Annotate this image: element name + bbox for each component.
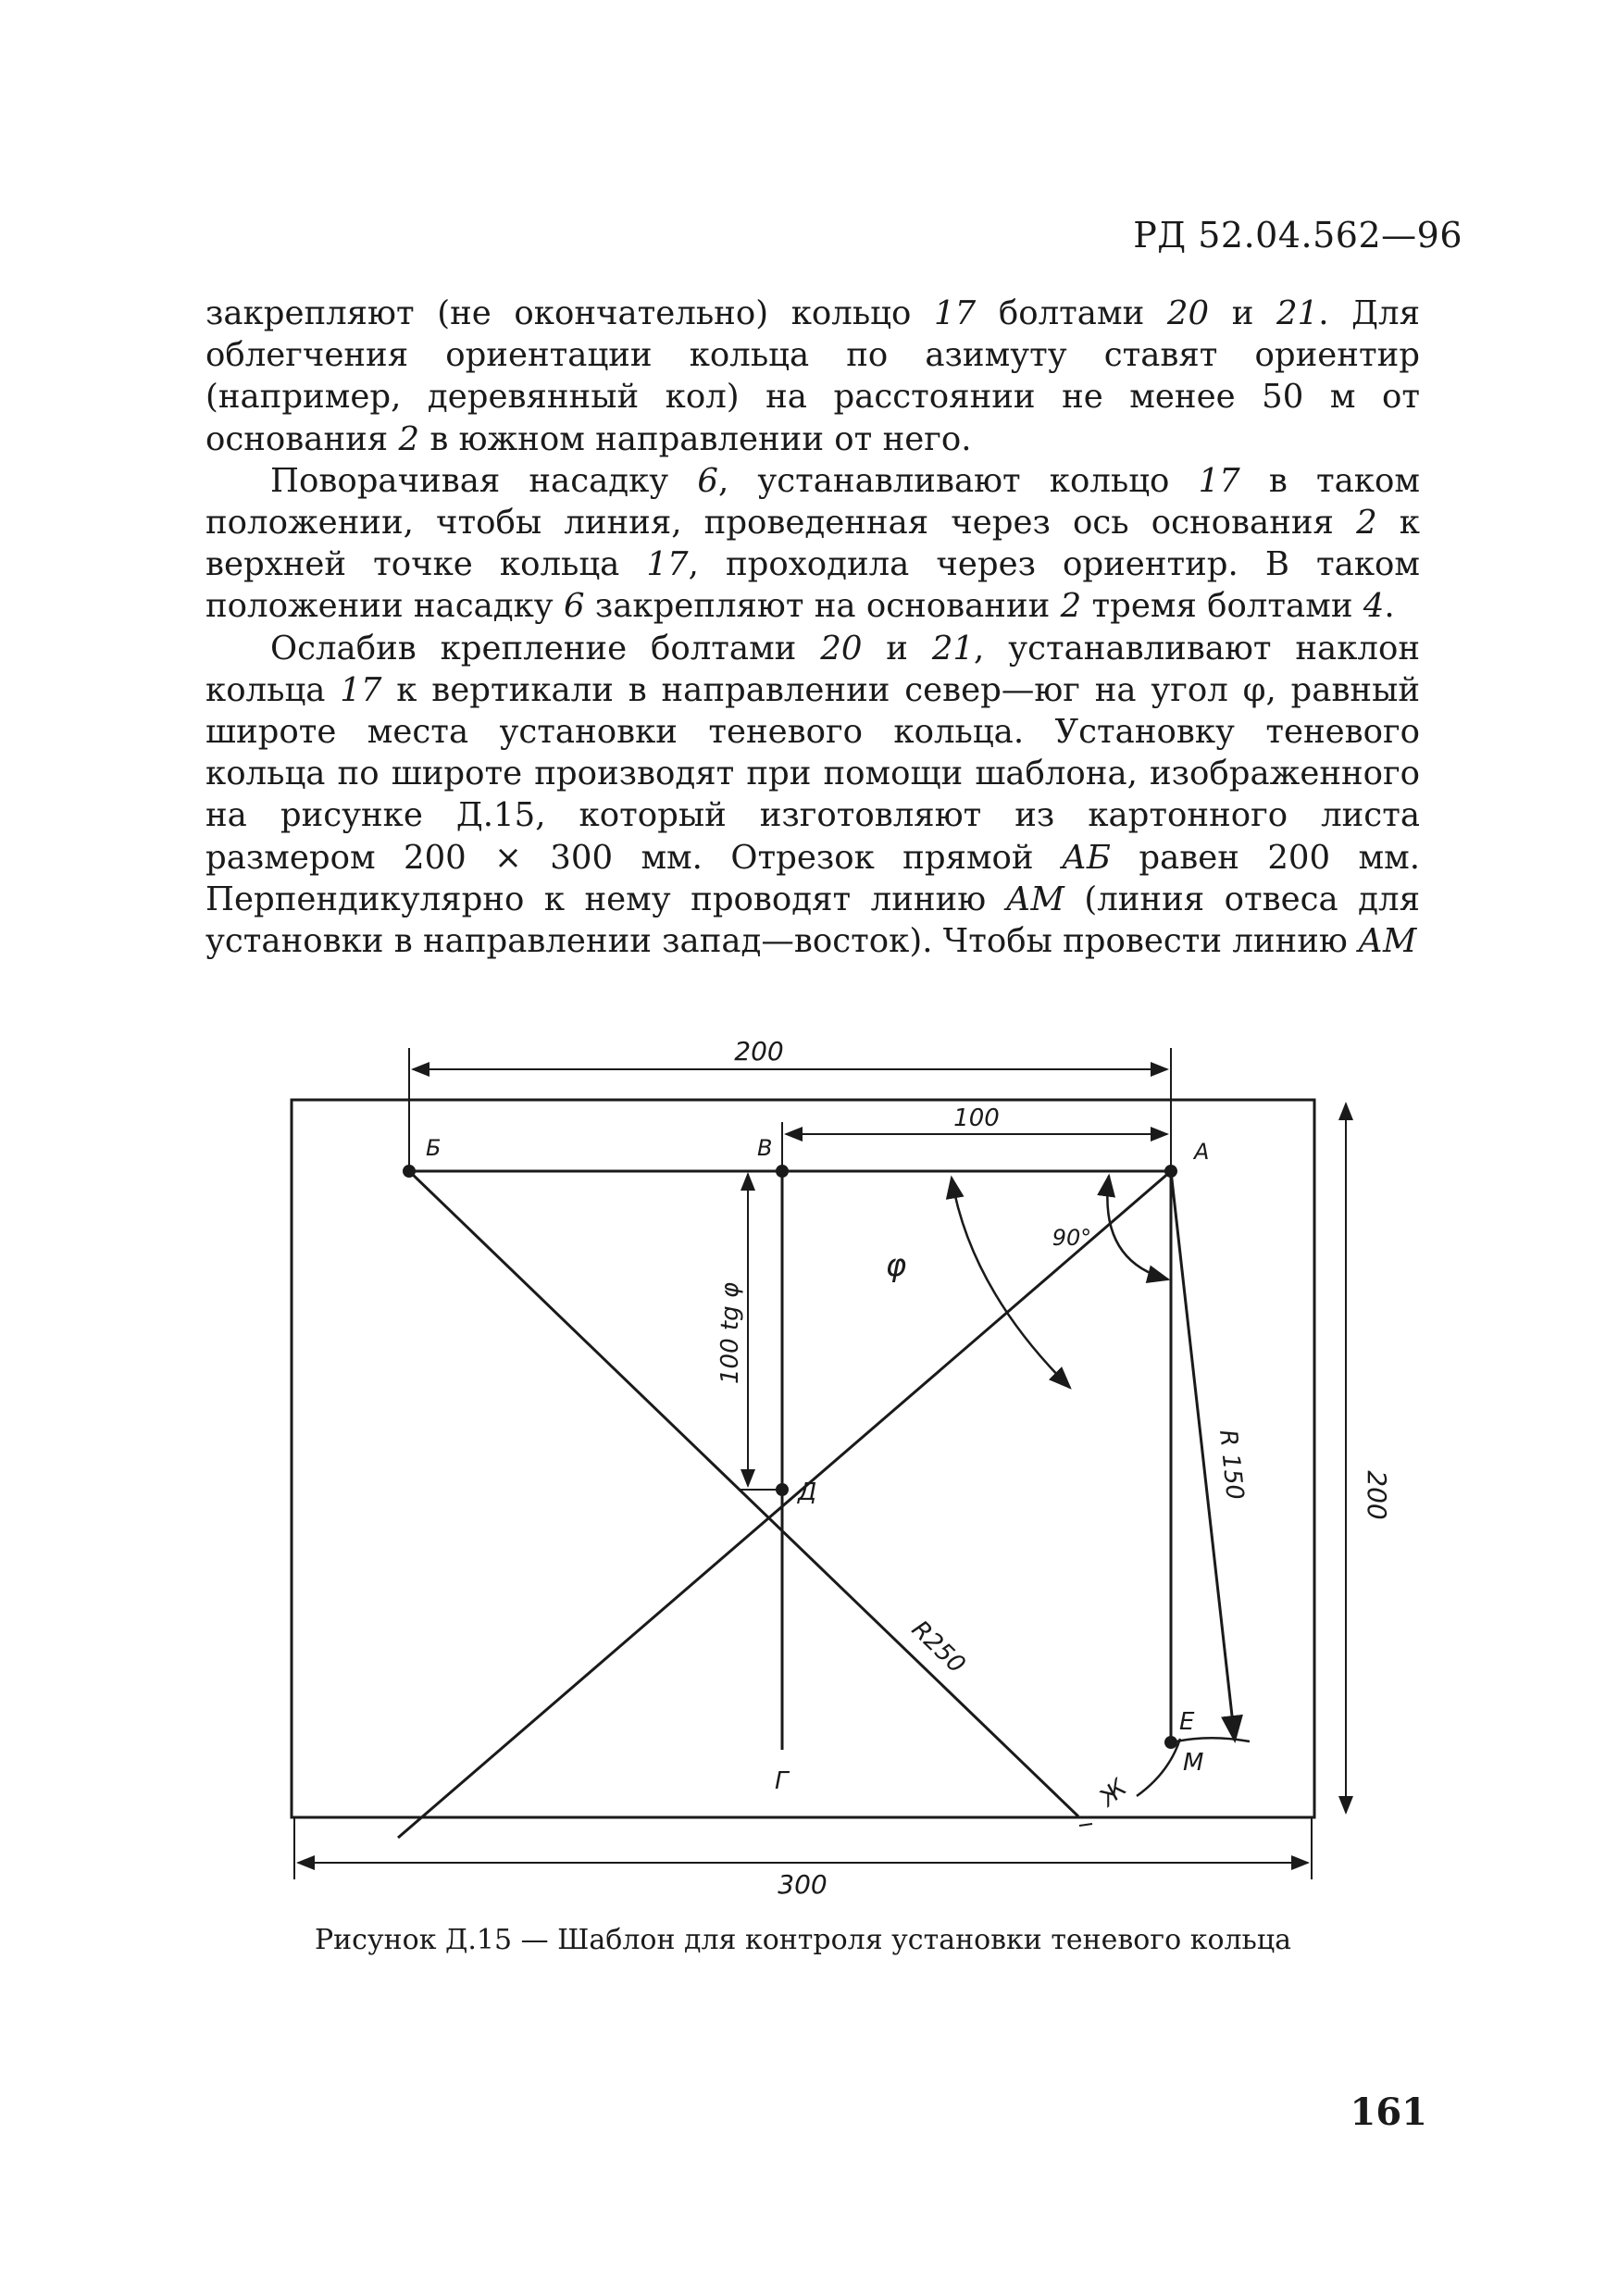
paragraph-italic-run: 21	[931, 629, 975, 668]
point-B	[403, 1165, 416, 1178]
point-D	[776, 1483, 789, 1496]
figure-template-drawing	[278, 1018, 1392, 1900]
paragraph-italic-run: 4	[1363, 587, 1385, 626]
paragraph-run: равен 200 мм. Перпендикулярно к нему проводят линию	[205, 838, 1420, 918]
paragraph-run: к верхней точке кольца	[205, 504, 1420, 584]
paragraph-italic-run: 21	[1276, 294, 1319, 332]
paragraph-italic-run: 6	[563, 587, 585, 626]
dim-label-R150: R 150	[1214, 1428, 1249, 1502]
point-label-E: Е	[1179, 1708, 1195, 1736]
body-text	[205, 293, 1420, 962]
point-label-M: М	[1183, 1749, 1204, 1777]
paragraph-run: к вертикали в направлении север—юг на угол φ, равный широте места установки теневого кольца. Установку теневого кольца по широте производят при помощи шаблона, изображенного на рисунке Д.15, который изготовляют из картонного листа размером 200 × 300 мм. Отрезок прямой	[205, 670, 1421, 877]
paragraph-italic-run: 2	[1060, 587, 1082, 626]
paragraph-run: в южном направлении от него.	[419, 419, 972, 458]
paragraph-italic-run: 20	[1166, 294, 1210, 332]
point-label-G: Г	[775, 1767, 789, 1795]
paragraph-italic-run: 2	[398, 419, 420, 458]
dim-label-100tg: 100 tg φ	[716, 1281, 744, 1385]
dim-label-R250: R250	[905, 1615, 971, 1679]
paragraph-run: , устанавливают наклон кольца	[205, 629, 1420, 709]
paragraph-italic-run: 17	[1198, 461, 1240, 500]
paragraph	[205, 293, 1420, 460]
paragraph-run: Ослабив крепление болтами	[270, 629, 821, 668]
paragraph-italic-run: АМ	[1005, 880, 1064, 918]
dim-label-100-top: 100	[953, 1104, 1000, 1132]
point-V	[776, 1165, 789, 1178]
paragraph-italic-run: 17	[646, 545, 689, 584]
point-label-B: Б	[426, 1135, 442, 1161]
right-angle-arc	[1107, 1176, 1168, 1279]
paragraph	[205, 628, 1420, 963]
angle-label-90: 90°	[1052, 1225, 1092, 1251]
dim-label-200-right: 200	[1362, 1470, 1392, 1520]
paragraph-italic-run: АБ	[1061, 838, 1111, 877]
paragraph-italic-run: 6	[697, 461, 718, 500]
paragraph-run: тремя болтами	[1081, 587, 1363, 626]
point-E	[1164, 1736, 1177, 1749]
point-label-Zh: Ж	[1094, 1774, 1133, 1813]
dim-label-200-top: 200	[734, 1036, 784, 1067]
paragraph-run: Поворачивая насадку	[270, 461, 698, 500]
paragraph-run: и	[1209, 294, 1277, 332]
document-number-header: РД 52.04.562—96	[1133, 215, 1462, 256]
phi-angle-arc	[952, 1178, 1070, 1388]
zh-tick	[1079, 1824, 1092, 1826]
paragraph-italic-run: 20	[820, 629, 863, 668]
dim-label-300-bottom: 300	[778, 1869, 828, 1900]
arc-E-M	[1172, 1738, 1250, 1742]
paragraph-italic-run: 17	[934, 294, 977, 332]
paragraph-run: в таком положении, чтобы линия, проведенная через ось основания	[205, 461, 1420, 543]
paragraph-run: . Для облегчения ориентации кольца по азимуту ставят ориентир (например, деревянный кол) на расстоянии не менее 50 м от основания	[205, 294, 1420, 458]
paragraph-run: и	[862, 629, 932, 668]
paragraph-italic-run: 17	[340, 670, 382, 709]
paragraph-italic-run: АМ	[1358, 922, 1417, 961]
line-B-Zh	[409, 1171, 1078, 1816]
paragraph-run: (линия отвеса для установки в направлении запад—восток). Чтобы провести линию	[205, 880, 1420, 961]
paragraph-run: закрепляют (не окончательно) кольцо	[205, 294, 935, 332]
paragraph-run: болтами	[976, 294, 1167, 332]
point-label-A: А	[1194, 1139, 1210, 1165]
template-diagram	[278, 1018, 1392, 1900]
page-number: 161	[1350, 2090, 1427, 2134]
figure-caption: Рисунок Д.15 — Шаблон для контроля установки теневого кольца	[315, 1924, 1292, 1956]
point-A	[1164, 1165, 1177, 1178]
paragraph-run: закрепляют на основании	[584, 587, 1061, 626]
point-label-V: В	[757, 1135, 773, 1161]
angle-label-phi: φ	[885, 1247, 907, 1284]
paragraph-run: .	[1384, 587, 1395, 626]
paragraph	[205, 460, 1420, 628]
paragraph-italic-run: 2	[1356, 504, 1377, 543]
paragraph-run: , устанавливают кольцо	[717, 461, 1199, 500]
point-label-D: Д	[798, 1479, 817, 1506]
paragraph-run: , проходила через ориентир. В таком положении насадку	[205, 545, 1420, 626]
